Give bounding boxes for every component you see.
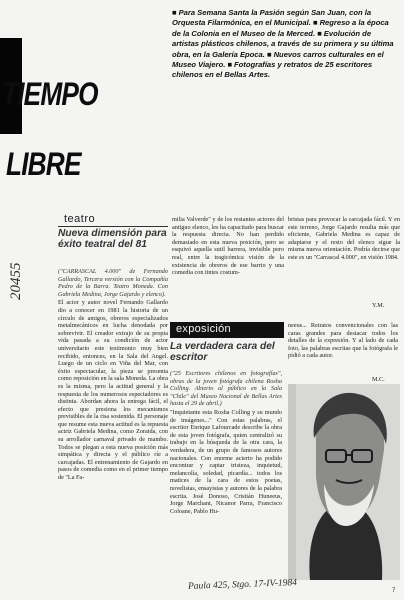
article-column-3 (288, 216, 400, 310)
teaser-item: Fotografías y retratos de 25 escritores chilenos en el Bellas Artes. (172, 60, 373, 80)
masthead-line2: LIBRE (6, 146, 81, 182)
masthead-line1: TIEMPO (2, 76, 98, 112)
bullet-icon: ■ (227, 60, 233, 70)
article-body: "Inquietante esta Rosha Colling y su mundo de imágenes..." Con estas palabras, el escritor Enrique Lafourcade describe la obra de esta joven fotógrafa, quien centralizó su trabajo en la búsqueda de la otra cara, la verdadera, de un grupo de famosos autores nacionales. Con enorme acierto ha podido encontrar y captar tristeza, inquietud, melancolía, soledad, picardía... todos los matices de la cara de estos poetas, novelistas, ensayistas y autores de la palabra escrita. José Donoso, Cristián Huneeus, Jorge Marchant, Nicanor Parra, Francisco Coloane, Pablo Hu- (170, 408, 282, 515)
bullet-icon: ■ (266, 49, 272, 59)
article-title-exposicion: La verdadera cara del escritor (170, 341, 275, 363)
bullet-icon: ■ (312, 18, 318, 28)
article-column-1 (58, 268, 168, 586)
author-signoff: M.C. (372, 376, 385, 383)
teaser-item: Evolución de artistas plásticos chilenos, a través de su primera y su última obra, en la Galería Epoca. (172, 28, 394, 59)
article-body: neeus... Retratos convencionales con las caras grandes para destacar todos los detalles de la expresión. Y al lado de cada foto, las palabras escritas que la fotógrafa le pidió a cada autor. (288, 322, 398, 360)
handwritten-archive-number: 20455 (8, 262, 24, 300)
article-body: milia Valverde" y de los restantes actores del antiguo elenco, les ha capacitado para buscar la respuesta directa. No han perdido demasiado en esta nueva posición, pero se esquivó aquella sutil barrera, invisible pero real, entre la tragicómica visión de la existencia de obreros de ese barrio y una comedia con tintes costum- (172, 216, 284, 277)
teaser-item: Regreso a la época de la Colonia en el Museo de la Merced. (172, 18, 389, 38)
author-signoff: Y.M. (372, 302, 385, 309)
section-label-teatro: teatro (64, 213, 96, 225)
article-column-expo-1 (170, 370, 282, 592)
handwritten-source-note: Paula 425, Stgo. 17-IV-1984 (187, 578, 298, 592)
article-column-2 (172, 216, 284, 316)
bullet-icon: ■ (317, 28, 322, 38)
article-column-expo-2 (288, 322, 398, 380)
article-body: El actor y autor novel Fernando Gallardo dio a conocer en 1981 la historia de un círculo de amigos, obreros especializados metalmecánicos en lucha denodada por sobrevivir. El creador extrajo de su propia vida pasada a su condición de actor universitario este testimonio muy bien recibido, entonces, en la Sala del Angel. Luego de un ciclo en Viña del Mar, con éxito espectacular, la pieza se presenta como reposición en la sala Moneda. La obra es la misma, pero la actitud general y la respuesta de los numerosos espectadores es distinta. Abordan ahora la entrega fácil, el efecto que presiona los mecanismos previsibles de la risa sostenida. El personaje que resume esta nueva actitud es la repuesta actriz Gabriela Medina, como Zoraida, con su arrollador carnaval privado de mambo. Todos se plegan a esta nueva posición más simpática y directa y el público ríe a carcajadas. El entrenamiento de Gajardo en pasos de comedia como en el primer tiempo de "La Fa- (58, 299, 168, 482)
article-title-teatro: Nueva dimensión para éxito teatral del 81 (58, 228, 167, 250)
teaser-item: Para Semana Santa la Pasión según San Juan, con la Orquesta Filarmónica, en el Municipal. (172, 8, 372, 28)
section-divider (58, 226, 168, 227)
section-label-exposicion: exposición (176, 323, 231, 335)
teaser-item: Nuevos carros culturales en el Museo Viajero. (172, 49, 384, 70)
teaser-box (172, 8, 398, 149)
bullet-icon: ■ (172, 8, 177, 17)
portrait-photo (288, 384, 400, 580)
article-credit-exposicion: ("25 Escritores chilenos en fotografías", obras de la joven fotógrafa chilena Rosha Colling. Abierto al público en la Sala "Chile" del Museo Nacional de Bellas Artes hasta el 29 de abril.) (170, 370, 282, 408)
article-credit-teatro: ("CARRASCAL 4.000" de Fernando Gallardo, Tercera versión con la Compañía Pedro de la Barra. Teatro Moneda. Con Gabriela Medina, Jorge Gajardo y elenco). (58, 268, 168, 298)
article-body: bristas para provocar la carcajada fácil. Y en este terreno, Jorge Gajardo resulta más que eficiente, Gabriela Medina es capaz de adaptarse y el resto del elenco sigue la misma nueva orientación. Podría decirse que este es un "Carrascal 4.000", en visión 1984. (288, 216, 400, 261)
page-number: 7 (392, 588, 396, 594)
